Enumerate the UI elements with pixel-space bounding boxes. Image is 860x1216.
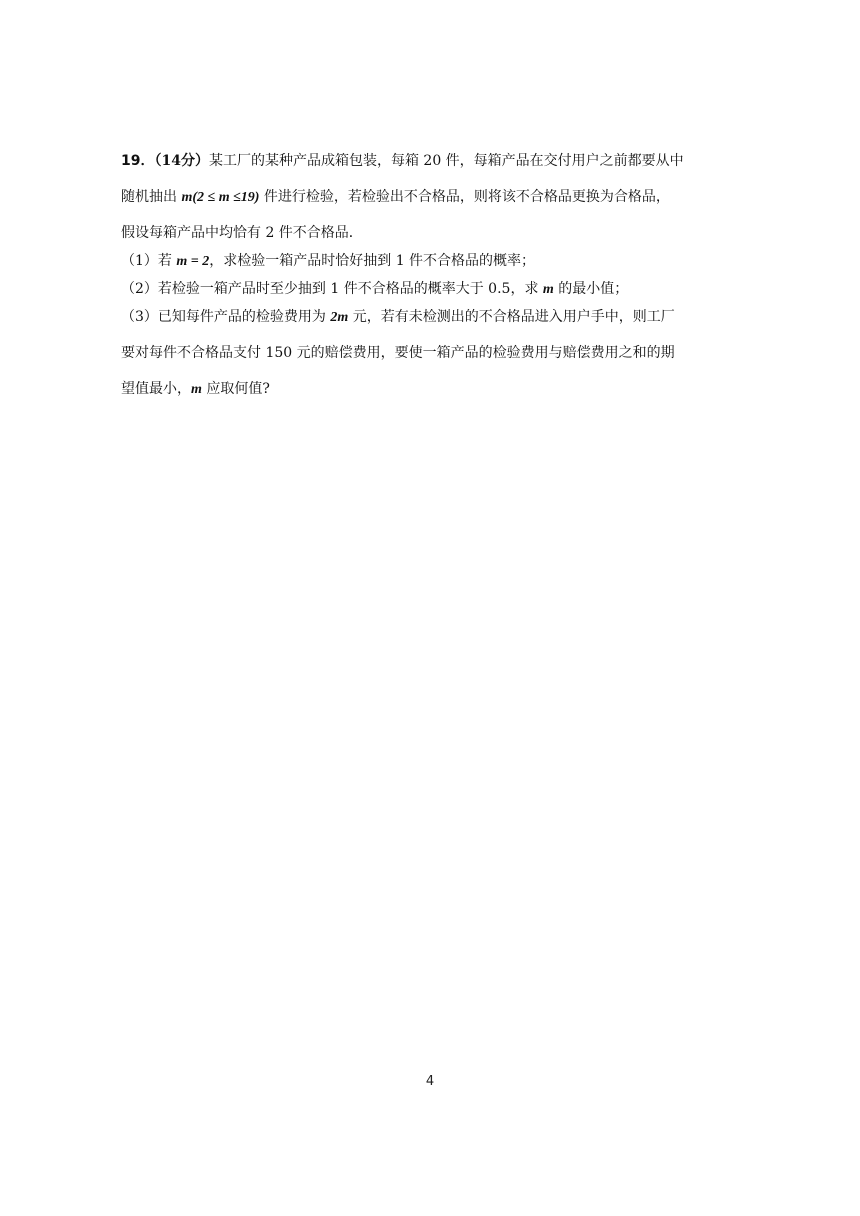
question-stem-line-2-post: 件进行检验，若检验出不合格品，则将该不合格品更换为合格品， bbox=[259, 189, 670, 205]
part-1 bbox=[121, 250, 741, 272]
part-3-line-3-pre: 望值最小， bbox=[121, 381, 191, 397]
question-stem-line-2-pre: 随机抽出 bbox=[121, 189, 182, 205]
part-3-pre: 已知每件产品的检验费用为 bbox=[157, 309, 331, 325]
question-stem-line-3: 假设每箱产品中均恰有 2 件不合格品． bbox=[121, 225, 363, 241]
question-line-2 bbox=[121, 186, 741, 208]
part-3-line-3-post: 应取何值? bbox=[201, 381, 270, 397]
part-1-label: （1） bbox=[121, 253, 158, 269]
question-range-formula: m(2 ≤ m ≤19) bbox=[181, 190, 260, 205]
part-3-formula: 2m bbox=[330, 310, 349, 325]
part-3-post: 元，若有未检测出的不合格品进入用户手中，则工厂 bbox=[348, 309, 675, 325]
page-number: 4 bbox=[425, 1074, 435, 1089]
part-2 bbox=[121, 278, 741, 300]
part-2-label: （2） bbox=[121, 281, 158, 297]
part-3-line-1 bbox=[121, 306, 741, 328]
part-3-text-line-2: 要对每件不合格品支付 150 元的赔偿费用，要使一箱产品的检验费用与赔偿费用之和的期 bbox=[121, 345, 675, 361]
part-2-post: 的最小值； bbox=[553, 281, 629, 297]
part-2-pre: 若检验一箱产品时至少抽到 1 件不合格品的概率大于 0.5，求 bbox=[157, 281, 543, 297]
question-19 bbox=[121, 150, 741, 397]
part-1-formula: m = 2 bbox=[176, 254, 210, 269]
question-stem-line-1: 某工厂的某种产品成箱包装，每箱 20 件，每箱产品在交付用户之前都要从中 bbox=[208, 153, 684, 169]
part-3-line-3-formula: m bbox=[191, 382, 202, 397]
question-number: 19． bbox=[121, 153, 155, 169]
question-line-1 bbox=[121, 150, 741, 172]
part-3-label: （3） bbox=[121, 309, 158, 325]
part-3-line-2 bbox=[121, 342, 741, 364]
question-score: （14分） bbox=[154, 153, 209, 169]
part-1-pre: 若 bbox=[157, 253, 177, 269]
part-3-line-3 bbox=[121, 378, 741, 400]
part-1-post: ，求检验一箱产品时恰好抽到 1 件不合格品的概率； bbox=[209, 253, 536, 269]
part-2-formula: m bbox=[542, 282, 554, 297]
question-line-3 bbox=[121, 222, 741, 244]
